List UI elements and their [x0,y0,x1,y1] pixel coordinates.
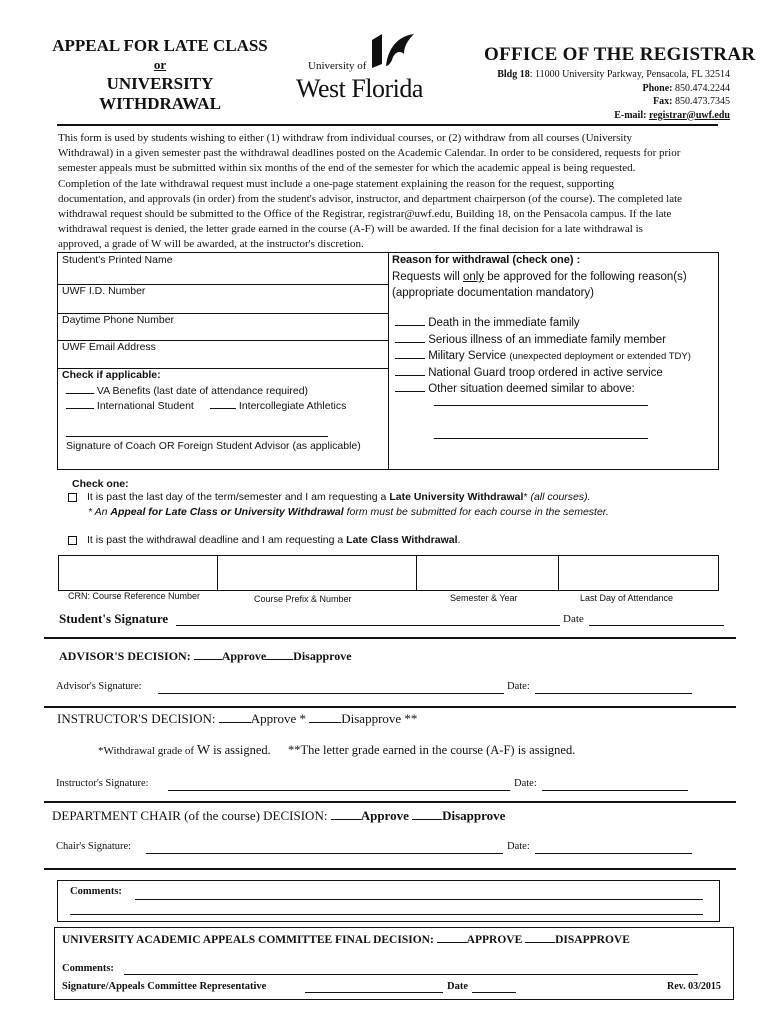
appeal-note [88,506,609,518]
title-line-3: WITHDRAWAL [99,94,221,113]
course-prefix-label: Course Prefix & Number [254,594,352,604]
comments-box [57,880,720,922]
reason-intro-pre: Requests will [392,271,463,283]
student-date-line[interactable] [589,625,724,626]
reason-illness[interactable] [395,332,691,349]
chair-approve: Approve [360,808,409,823]
reason-guard-label: National Guard troop ordered in active service [428,366,663,379]
phone-label: Phone: [642,82,673,94]
reason-death-label: Death in the immediate family [428,317,580,329]
intro-line: withdrawal request should be submitted to the Office of the Registrar, registrar@uwf.edu, Building 18, on the Pensacola campus. If the late [58,208,672,221]
advisor-signature-label: Advisor's Signature: [56,681,142,692]
international-label: International Student [96,400,194,412]
committee-comments-label: Comments: [62,963,114,974]
instructor-signature-line[interactable] [168,790,510,791]
section-divider [44,637,736,639]
box-divider [388,252,389,470]
committee-signature-label: Signature/Appeals Committee Representative [62,981,267,992]
reason-other-label: Other situation deemed similar to above: [428,383,635,395]
reason-death[interactable] [395,315,691,332]
reason-intro-post: be approved for the following reason(s) [484,271,687,283]
office-contact [497,68,730,122]
title-line-2: UNIVERSITY [106,74,214,93]
intro-line: approved, a grade of W will be awarded, at the instructor's discretion. [58,238,364,251]
logo-large-text: West Florida [296,74,423,103]
chair-approve-blank[interactable] [331,809,361,820]
title-or: or [153,57,167,72]
reason-blank[interactable] [395,381,425,392]
late-class-withdrawal-option[interactable] [68,534,460,546]
check-if-applicable: Check if applicable: [62,369,161,381]
header-divider [57,124,718,126]
chair-decision-label: DEPARTMENT CHAIR (of the course) DECISION: [52,808,328,823]
instructor-disapprove-blank[interactable] [309,712,341,723]
intro-paragraph [58,131,738,253]
student-signature-label: Student's Signature [59,611,169,626]
last-day-label: Last Day of Attendance [580,593,674,603]
title-line-1: APPEAL FOR LATE CLASS [52,36,268,55]
fax-label: Fax: [653,96,673,107]
committee-signature-line[interactable] [305,992,443,993]
logo-emblem-icon [368,30,418,72]
opt1-text: It is past the last day of the term/semester and I am requesting a [87,491,390,503]
student-date-label: Date [563,613,584,625]
committee-comments-line[interactable] [124,974,698,975]
committee-disapprove: DISAPPROVE [555,934,630,946]
opt1-italic: (all courses). [527,491,591,503]
instructor-signature-label: Instructor's Signature: [56,778,149,789]
reason-military-label: Military Service [428,350,507,362]
reason-illness-label: Serious illness of an immediate family member [428,333,666,346]
intro-line: semester appeals must be submitted within six months of the end of the semester for which the academic appeal is being requested. [58,162,636,175]
late-class-withdrawal-checkbox[interactable] [68,536,77,545]
chair-disapprove-blank[interactable] [412,809,442,820]
international-option[interactable] [66,398,194,412]
advisor-disapprove-blank[interactable] [265,649,293,660]
reason-intro-line2: (appropriate documentation mandatory) [392,287,595,299]
email-field[interactable]: UWF Email Address [62,341,156,353]
committee-approve-blank[interactable] [437,932,467,943]
bldg-label: Bldg 18 [497,69,530,80]
section-divider [44,868,736,870]
logo-small-text: University of [308,60,367,72]
office-title: OFFICE OF THE REGISTRAR [484,44,756,65]
revision-label: Rev. 03/2015 [667,981,721,992]
university-logo [296,30,431,103]
instructor-date-line[interactable] [542,790,688,791]
other-reason-line-1[interactable] [434,405,648,406]
advisor-signature-line[interactable] [158,693,504,694]
note2: **The letter grade earned in the course (A-F) is assigned. [287,743,576,757]
chair-disapprove: Disapprove [442,808,506,823]
phone-field[interactable]: Daytime Phone Number [62,314,175,326]
instructor-grade-notes [98,743,575,759]
advisor-approve-blank[interactable] [194,649,222,660]
crn-label: CRN: Course Reference Number [68,591,201,601]
note-pre: * An [88,506,111,518]
chair-signature-line[interactable] [146,853,503,854]
committee-approve: APPROVE [466,934,523,946]
fax-value: 850.473.7345 [675,96,730,107]
intro-line: Completion of the late withdrawal request must include a one-page statement explaining the reason for the request, supporting [58,177,614,190]
comments-label: Comments: [70,886,122,897]
reason-blank[interactable] [395,315,425,326]
coach-signature-label: Signature of Coach OR Foreign Student Advisor (as applicable) [66,440,361,452]
note1-pre: *Withdrawal grade of [98,745,197,757]
student-signature-line[interactable] [176,625,560,626]
international-blank[interactable] [66,398,94,409]
advisor-approve: Approve [221,649,267,663]
email-link[interactable]: registrar@uwf.edu [648,109,730,121]
advisor-date-label: Date: [507,681,530,692]
instructor-approve-blank[interactable] [219,712,251,723]
comments-line-1[interactable] [135,899,703,900]
instructor-date-label: Date: [514,778,537,789]
note-post: form must be submitted for each course in the semester. [343,506,609,518]
reason-title: Reason for withdrawal (check one) : [392,254,581,266]
note1-w: W [196,743,211,758]
uwf-id-field[interactable]: UWF I.D. Number [62,285,146,297]
printed-name-field[interactable]: Student's Printed Name [62,254,173,266]
va-label: VA Benefits (last date of attendance required) [96,385,309,397]
instructor-disapprove: Disapprove ** [341,711,418,726]
crn-input[interactable] [59,556,216,590]
late-university-withdrawal-checkbox[interactable] [68,493,77,502]
advisor-date-line[interactable] [535,693,692,694]
reason-blank[interactable] [395,332,425,343]
chair-signature-label: Chair's Signature: [56,841,132,852]
comments-line-2[interactable] [70,914,703,915]
advisor-decision [59,649,352,664]
course-prefix-input[interactable] [218,556,415,590]
opt1-bold: Late University Withdrawal [389,491,524,503]
intro-line: withdrawal request is denied, the letter grade earned in the course (A-F) will be awarded. If the final decision for a late withdrawal is [58,223,643,236]
committee-decision [62,932,630,946]
last-day-input[interactable] [559,556,718,590]
reason-military-note: (unexpected deployment or extended TDY) [509,351,691,362]
reason-list [395,315,691,398]
opt2-period: . [457,534,461,546]
opt2-text: It is past the withdrawal deadline and I am requesting a [87,534,347,546]
semester-year-label: Semester & Year [450,593,518,603]
late-university-withdrawal-option[interactable] [68,491,591,503]
check-one-title: Check one: [72,478,129,490]
section-divider [44,801,736,803]
committee-disapprove-blank[interactable] [525,932,555,943]
phone-value: 850.474.2244 [675,82,730,94]
committee-title: UNIVERSITY ACADEMIC APPEALS COMMITTEE FINAL DECISION: [62,934,434,946]
reason-intro-only: only [462,271,485,283]
semester-year-input[interactable] [417,556,557,590]
coach-signature-line[interactable] [66,436,328,437]
reason-other[interactable] [395,381,691,398]
advisor-decision-label: ADVISOR'S DECISION: [59,649,191,663]
chair-date-label: Date: [507,841,530,852]
section-divider [44,706,736,708]
athletics-blank[interactable] [210,398,236,409]
athletics-option[interactable] [210,398,346,412]
athletics-label: Intercollegiate Athletics [238,400,347,412]
other-reason-line-2[interactable] [434,438,648,439]
va-benefits-option[interactable] [66,383,308,397]
form-title [40,36,280,114]
reason-guard[interactable] [395,365,691,382]
chair-date-line[interactable] [535,853,692,854]
committee-date-label: Date [447,981,468,992]
opt2-bold: Late Class Withdrawal [346,534,458,546]
intro-line: This form is used by students wishing to either (1) withdraw from individual courses, or (2) withdraw from all courses (University [58,132,633,144]
intro-line: documentation, and approvals (in order) from the student's advisor, instructor, and department chairperson (of the course). The completed late [58,192,683,205]
reason-blank[interactable] [395,365,425,376]
note1-post: is assigned. [210,743,271,757]
intro-line: Withdrawal) in a given semester past the withdrawal deadlines posted on the Academic Calendar. In order to be considered, requests for prior [58,147,681,160]
opt1-star: * [523,491,528,503]
va-blank[interactable] [66,383,94,394]
bldg-address: : 11000 University Parkway, Pensacola, FL 32514 [529,69,730,80]
reason-military[interactable] [395,348,691,365]
instructor-decision-label: INSTRUCTOR'S DECISION: [57,711,216,726]
reason-intro [392,269,687,301]
chair-decision [52,808,505,824]
reason-blank[interactable] [395,348,425,359]
note-bold: Appeal for Late Class or University Withdrawal [110,506,344,518]
instructor-decision [57,711,417,727]
instructor-approve: Approve * [250,711,306,726]
committee-date-line[interactable] [472,992,516,993]
advisor-disapprove: Disapprove [293,649,352,663]
email-label: E-mail: [614,109,647,121]
